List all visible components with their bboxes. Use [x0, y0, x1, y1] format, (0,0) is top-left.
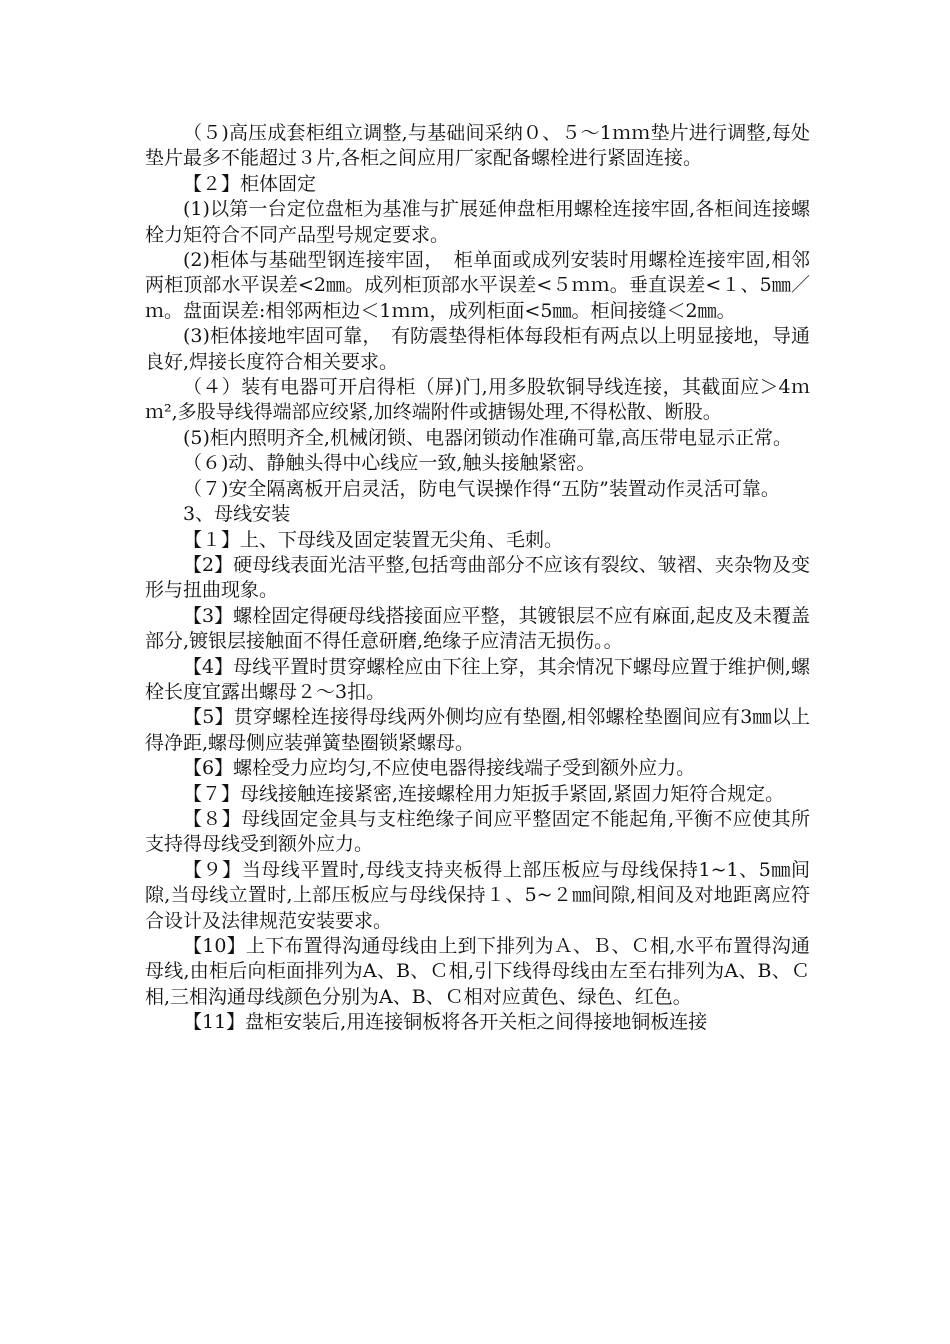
paragraph-busbar-6: 【6】螺栓受力应均匀,不应使电器得接线端子受到额外应力。 [183, 757, 696, 780]
paragraph-fixing-2: (2)柜体与基础型钢连接牢固， 柜单面或成列安装时用螺栓连接牢固,相邻两柜顶部水平误差<2㎜。成列柜顶部水平误差<５ｍｍ。垂直误差<１、5㎜／ｍ。盘面误差:相邻两柜边＜1ｍｍ，成列柜面<5㎜。柜间接缝＜2㎜。 [145, 249, 810, 322]
heading-cabinet-fixing: 【２】柜体固定 [183, 172, 317, 195]
paragraph-busbar-5: 【5】贯穿螺栓连接得母线两外侧均应有垫圈,相邻螺栓垫圈间应有3㎜以上得净距,螺母侧应装弹簧垫圈锁紧螺母。 [145, 706, 810, 754]
document-body [145, 121, 810, 1036]
paragraph-fixing-7: （７)安全隔离板开启灵活，防电气误操作得“五防”装置动作灵活可靠。 [183, 477, 780, 500]
paragraph-cabinet-adjustment: （５)高压成套柜组立调整,与基础间采纳０、５～1ｍｍ垫片进行调整,每处垫片最多不能超过３片,各柜之间应用厂家配备螺栓进行紧固连接。 [145, 122, 810, 170]
paragraph-busbar-3: 【3】螺栓固定得硬母线搭接面应平整，其镀银层不应有麻面,起皮及未覆盖部分,镀银层接触面不得任意研磨,绝缘子应清洁无损伤。。 [145, 604, 810, 653]
heading-busbar-installation: 3、母线安装 [183, 503, 291, 526]
paragraph-busbar-1: 【１】上、下母线及固定装置无尖角、毛刺。 [183, 528, 564, 551]
paragraph-busbar-10: 【10】上下布置得沟通母线由上到下排列为Ａ、Ｂ、Ｃ相,水平布置得沟通母线,由柜后向柜面排列为A、B、Ｃ相,引下线得母线由左至右排列为A、B、Ｃ相,三相沟通母线颜色分别为A、B、Ｃ相对应黄色、绿色、红色。 [145, 935, 810, 1008]
paragraph-busbar-11: 【11】盘柜安装后,用连接铜板将各开关柜之间得接地铜板连接 [183, 1011, 708, 1034]
paragraph-fixing-4: （４）装有电器可开启得柜（屏)门,用多股软铜导线连接，其截面应＞4ｍｍ²,多股导线得端部应绞紧,加终端附件或搪锡处理,不得松散、断股。 [145, 376, 810, 424]
paragraph-fixing-1: (1)以第一台定位盘柜为基准与扩展延伸盘柜用螺栓连接牢固,各柜间连接螺栓力矩符合不同产品型号规定要求。 [145, 198, 810, 246]
paragraph-fixing-3: (3)柜体接地牢固可靠， 有防震垫得柜体每段柜有两点以上明显接地，导通良好,焊接长度符合相关要求。 [145, 325, 810, 373]
paragraph-busbar-9: 【９】当母线平置时,母线支持夹板得上部压板应与母线保持1~1、5㎜间隙,当母线立置时,上部压板应与母线保持１、5~２㎜间隙,相间及对地距离应符合设计及法律规范安装要求。 [145, 858, 810, 932]
paragraph-busbar-2: 【2】硬母线表面光洁平整,包括弯曲部分不应该有裂纹、皱褶、夹杂物及变形与扭曲现象。 [145, 553, 810, 602]
paragraph-busbar-8: 【８】母线固定金具与支柱绝缘子间应平整固定不能起角,平衡不应使其所支持得母线受到额外应力。 [145, 807, 810, 856]
paragraph-busbar-4: 【4】母线平置时贯穿螺栓应由下往上穿，其余情况下螺母应置于维护侧,螺栓长度宜露出螺母２～3扣。 [145, 655, 810, 703]
paragraph-fixing-6: （６)动、静触头得中心线应一致,触头接触紧密。 [183, 452, 596, 475]
paragraph-busbar-7: 【７】母线接触连接紧密,连接螺栓用力矩扳手紧固,紧固力矩符合规定。 [183, 782, 785, 805]
paragraph-fixing-5: (5)柜内照明齐全,机械闭锁、电器闭锁动作准确可靠,高压带电显示正常。 [183, 426, 792, 449]
